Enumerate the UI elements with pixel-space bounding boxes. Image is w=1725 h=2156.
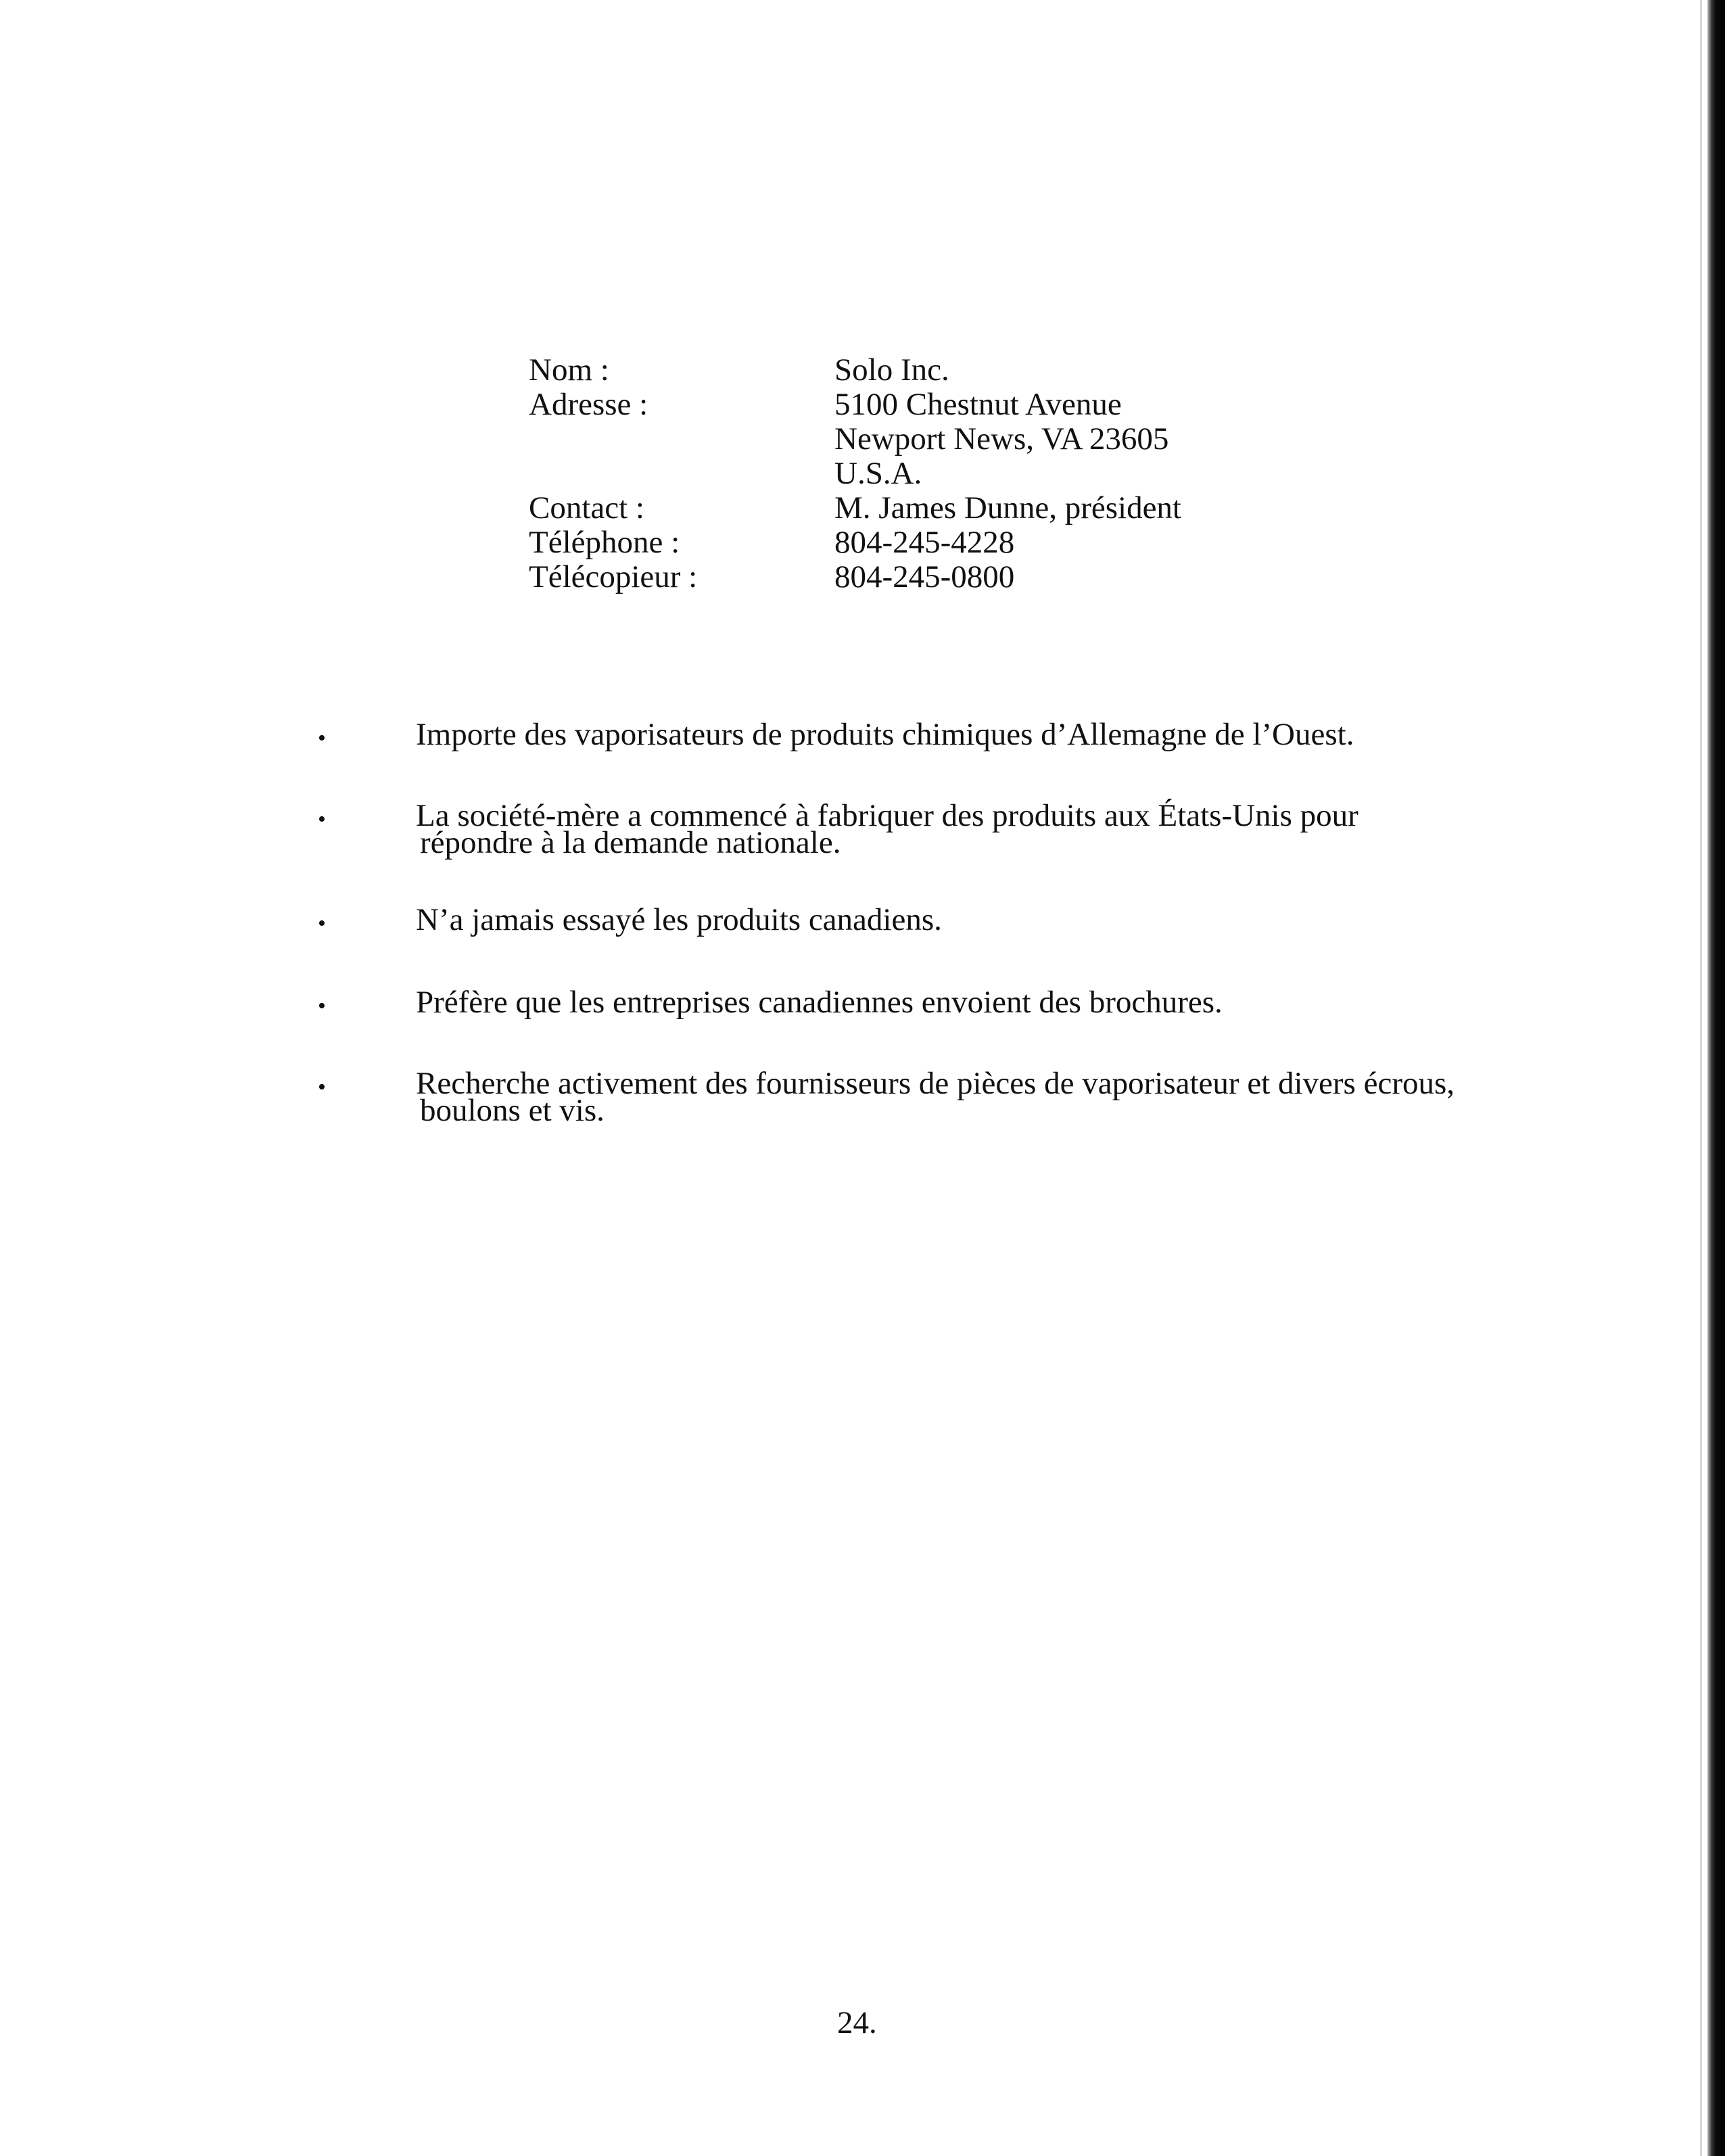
address-line-1: 5100 Chestnut Avenue bbox=[834, 387, 1122, 422]
bullet-line: boulons et vis. bbox=[420, 1093, 605, 1128]
bullet-list bbox=[318, 717, 1549, 1128]
bullet-line: répondre à la demande nationale. bbox=[420, 825, 841, 860]
bullet-item bbox=[318, 717, 1549, 752]
bullet-icon: • bbox=[318, 726, 326, 751]
phone-value: 804-245-4228 bbox=[834, 525, 1015, 560]
fax-label: Télécopieur : bbox=[529, 559, 698, 594]
address-line-3: U.S.A. bbox=[834, 456, 922, 491]
address-label: Adresse : bbox=[529, 387, 648, 422]
contact-label: Contact : bbox=[529, 490, 644, 525]
bullet-text bbox=[416, 1066, 1549, 1128]
contact-block bbox=[529, 353, 1181, 594]
address-line-2: Newport News, VA 23605 bbox=[834, 421, 1169, 456]
bullet-line: N’a jamais essayé les produits canadiens. bbox=[416, 902, 942, 937]
bullet-item bbox=[318, 985, 1549, 1020]
contact-value: M. James Dunne, président bbox=[834, 490, 1181, 525]
bullet-line: Préfère que les entreprises canadiennes envoient des brochures. bbox=[416, 985, 1223, 1020]
bullet-item bbox=[318, 1066, 1549, 1128]
bullet-text bbox=[416, 717, 1549, 752]
scan-edge bbox=[1707, 0, 1725, 2156]
name-value: Solo Inc. bbox=[834, 352, 949, 388]
phone-label: Téléphone : bbox=[529, 525, 680, 560]
contact-row-fax bbox=[529, 560, 1181, 594]
fax-value: 804-245-0800 bbox=[834, 559, 1015, 594]
bullet-icon: • bbox=[318, 807, 326, 832]
contact-row-address-2 bbox=[529, 422, 1181, 456]
contact-row-name bbox=[529, 353, 1181, 388]
bullet-text bbox=[416, 985, 1549, 1020]
contact-row-phone bbox=[529, 525, 1181, 560]
bullet-item bbox=[318, 798, 1549, 860]
bullet-icon: • bbox=[318, 993, 326, 1018]
empty-label bbox=[529, 456, 834, 491]
bullet-text bbox=[416, 902, 1549, 937]
bullet-text bbox=[416, 798, 1549, 860]
bullet-line: La société-mère a commencé à fabriquer des produits aux États-Unis pour bbox=[416, 798, 1358, 833]
bullet-line: Importe des vaporisateurs de produits chimiques d’Allemagne de l’Ouest. bbox=[416, 717, 1354, 752]
bullet-icon: • bbox=[318, 911, 326, 936]
bullet-icon: • bbox=[318, 1075, 326, 1100]
bullet-item bbox=[318, 902, 1549, 937]
bullet-line: Recherche activement des fournisseurs de pièces de vaporisateur et divers écrous, bbox=[416, 1066, 1455, 1101]
empty-label bbox=[529, 422, 834, 456]
scan-edge-line bbox=[1700, 0, 1702, 2156]
name-label: Nom : bbox=[529, 352, 609, 388]
page-number: 24. bbox=[837, 2005, 877, 2040]
contact-row-address bbox=[529, 388, 1181, 422]
contact-row-address-3 bbox=[529, 456, 1181, 491]
contact-row-contact bbox=[529, 491, 1181, 525]
